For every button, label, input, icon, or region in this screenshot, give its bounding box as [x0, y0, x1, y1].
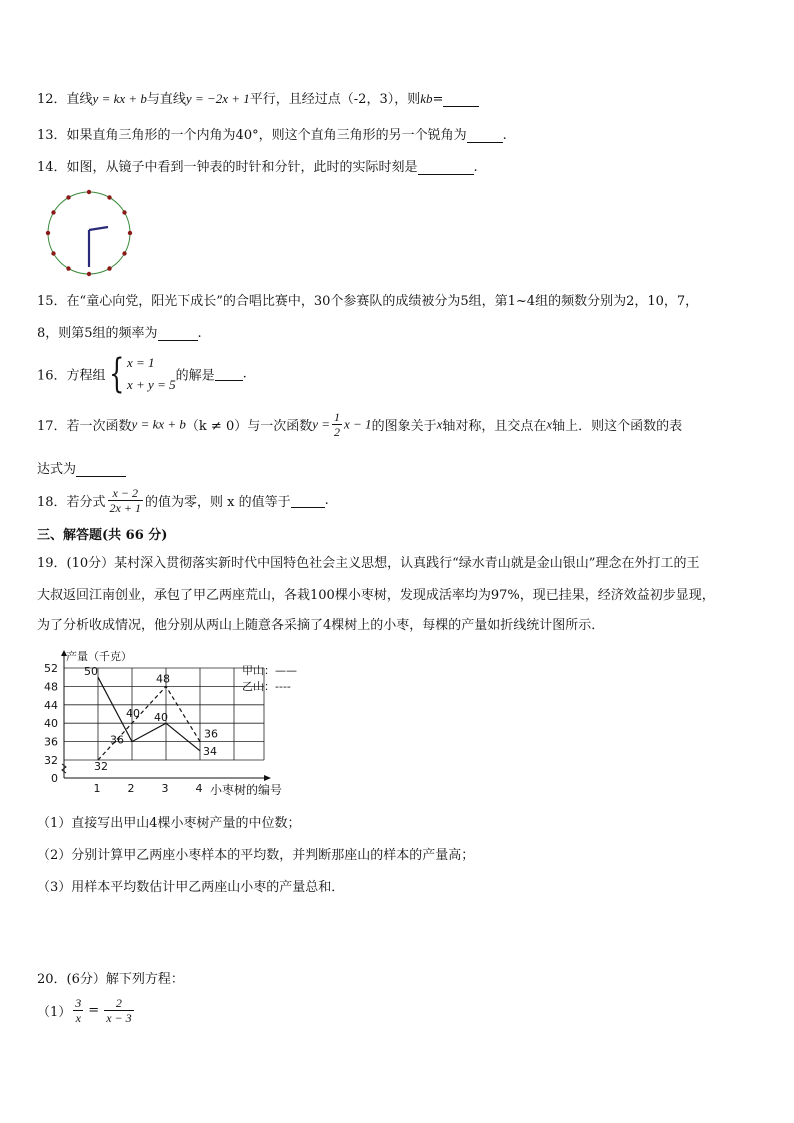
answer-blank[interactable] — [215, 367, 243, 381]
fraction-denominator: 2 — [334, 425, 341, 439]
q14-period: . — [473, 160, 478, 175]
data-label: 48 — [156, 672, 170, 686]
answer-blank[interactable] — [291, 494, 325, 508]
q20-sub1-label: （1） — [37, 1005, 72, 1020]
q12-eq1: y = kx + b — [92, 91, 147, 106]
question-15-line1 — [37, 290, 698, 309]
fraction-expression — [108, 486, 143, 515]
data-label: 50 — [84, 665, 98, 679]
fraction-denominator: x — [75, 1011, 81, 1025]
y-tick-label: 40 — [44, 717, 58, 731]
system-eq2: x + y = 5 — [127, 377, 176, 392]
data-label: 40 — [126, 707, 140, 721]
y-axis-title: 产量（千克） — [66, 650, 132, 663]
q17-cond: （k ≠ 0）与一次函数 — [185, 419, 313, 434]
x-axis-arrow — [264, 775, 271, 781]
clock-hour-dot — [128, 231, 132, 235]
q19-line3: 为了分析收成情况，他分别从两山上随意各采摘了4棵树上的小枣，每棵的产量如折线统计图所示． — [37, 618, 605, 633]
legend-entry: 甲山：—— — [242, 664, 297, 677]
clock-hour-dot — [107, 266, 111, 270]
fraction-right — [104, 996, 133, 1025]
q19-sub3: （3）用样本平均数估计甲乙两座山小枣的产量总和． — [37, 880, 345, 895]
q13-period: . — [502, 128, 507, 143]
question-15-line2 — [37, 322, 202, 341]
question-18 — [37, 486, 329, 515]
yield-line-chart — [30, 646, 330, 798]
q17-x-axis2: x — [546, 416, 553, 432]
data-label: 36 — [204, 727, 218, 741]
data-label: 34 — [203, 744, 217, 758]
x-axis-title: 小枣树的编号 — [210, 783, 283, 797]
q19-line2: 大叔返回江南创业，承包了甲乙两座荒山，各栽100棵小枣树，发现成活率均为97%，现已挂果，经济效益初步显现， — [37, 588, 715, 603]
section-heading: 三、解答题(共 66 分) — [37, 528, 168, 543]
fraction-one-half — [332, 410, 342, 439]
fraction-numerator: 1 — [334, 410, 341, 424]
x-tick-label: 4 — [195, 782, 203, 795]
clock-hour-dot — [87, 272, 91, 276]
q14-text: 14．如图，从镜子中看到一钟表的时针和分针，此时的实际时刻是 — [37, 160, 418, 175]
q17-x-axis1: x — [436, 416, 443, 432]
q12-tail: 平行，且经过点（-2，3），则 — [249, 92, 421, 107]
q18-period: . — [324, 493, 329, 508]
axis-break-mark — [62, 764, 66, 773]
data-label: 40 — [154, 711, 168, 725]
y-tick-label: 44 — [44, 698, 58, 712]
q15-line1: 15．在“童心向党，阳光下成长”的合唱比赛中，30个参赛队的成绩被分为5组，第1~4组的频数分别为2，10，7， — [37, 294, 699, 309]
fraction-left — [73, 996, 83, 1025]
equals-sign: = — [88, 1003, 100, 1018]
y-tick-label: 52 — [44, 662, 58, 675]
x-tick-label: 2 — [127, 782, 135, 795]
clock-hour-dot — [66, 266, 70, 270]
answer-blank[interactable] — [418, 161, 474, 175]
q20-sub1 — [37, 996, 136, 1025]
clock-hour-dot — [122, 251, 126, 255]
q13-text: 13．如果直角三角形的一个内角为40°，则这个直角三角形的另一个锐角为 — [37, 128, 467, 143]
clock-hour-dot — [107, 195, 111, 199]
fraction-denominator: 2x + 1 — [109, 501, 141, 515]
q15-period: . — [197, 326, 202, 341]
question-17-line1 — [37, 410, 682, 439]
q17-line2: 达式为 — [37, 462, 77, 477]
question-13 — [37, 124, 507, 143]
system-eq1: x = 1 — [127, 355, 155, 370]
q12-prefix: 12．直线 — [37, 92, 93, 107]
q12-mid: 与直线 — [146, 92, 186, 107]
q19-sub2: （2）分别计算甲乙两座小枣样本的平均数，并判断那座山的样本的产量高； — [37, 848, 475, 863]
fraction-numerator: 3 — [75, 996, 82, 1010]
data-label: 32 — [94, 760, 108, 773]
q19-line1: 19．(10分）某村深入贯彻落实新时代中国特色社会主义思想，认真践行“绿水青山就是金山银山”理念在外打工的王 — [37, 556, 700, 571]
q17-y: y = — [312, 416, 331, 432]
q18-prefix: 18．若分式 — [37, 495, 106, 510]
y-tick-label: 32 — [44, 754, 58, 767]
q16-period: . — [242, 366, 247, 382]
fraction-denominator: x − 3 — [106, 1011, 132, 1025]
q12-eq3: kb — [420, 91, 433, 106]
q19-sub1: （1）直接写出甲山4棵小枣树产量的中位数； — [37, 816, 301, 831]
x-tick-label: 3 — [161, 782, 169, 795]
answer-blank[interactable] — [158, 327, 198, 341]
q20-line1: 20．(6分）解下列方程： — [37, 972, 184, 987]
question-16 — [37, 352, 247, 396]
q15-line2: 8，则第5组的频率为 — [37, 326, 158, 341]
y-tick-label: 48 — [44, 680, 58, 694]
equation-system — [127, 352, 176, 396]
x-tick-label: 1 — [93, 782, 101, 795]
q12-eq2: y = −2x + 1 — [185, 91, 250, 106]
y-tick-label: 36 — [44, 735, 58, 749]
system-brace: { — [108, 351, 124, 397]
fraction-numerator: 2 — [104, 996, 133, 1011]
q12-equals: = — [432, 92, 444, 107]
legend-entry: 乙山：---- — [242, 680, 291, 693]
q17-tail: 的图象关于 — [371, 419, 437, 434]
q17-tail2: 轴对称，且交点在 — [442, 419, 547, 434]
answer-blank[interactable] — [76, 463, 126, 477]
clock-hour-dot — [87, 190, 91, 194]
question-14 — [37, 156, 478, 175]
answer-blank[interactable] — [467, 129, 503, 143]
q18-tail: 的值为零，则 x 的值等于 — [144, 495, 291, 510]
data-label: 36 — [110, 733, 124, 747]
q17-x: x − 1 — [344, 416, 372, 432]
y-tick-label: 0 — [51, 772, 58, 785]
clock-hour-dot — [46, 231, 50, 235]
fraction-numerator: x − 2 — [108, 486, 143, 501]
question-12 — [37, 88, 479, 107]
answer-blank[interactable] — [443, 93, 479, 107]
q17-tail3: 轴上．则这个函数的表 — [552, 419, 683, 434]
q17-prefix: 17．若一次函数 — [37, 419, 132, 434]
mirror-clock-figure — [42, 186, 136, 280]
clock-hour-dot — [51, 210, 55, 214]
question-17-line2 — [37, 458, 126, 477]
q17-eq1: y = kx + b — [131, 416, 186, 432]
q16-prefix: 16．方程组 — [37, 368, 106, 384]
q16-tail: 的解是 — [175, 368, 215, 384]
clock-hour-dot — [66, 195, 70, 199]
clock-hour-dot — [51, 251, 55, 255]
clock-hand-horizontal — [89, 227, 108, 230]
clock-hour-dot — [122, 210, 126, 214]
